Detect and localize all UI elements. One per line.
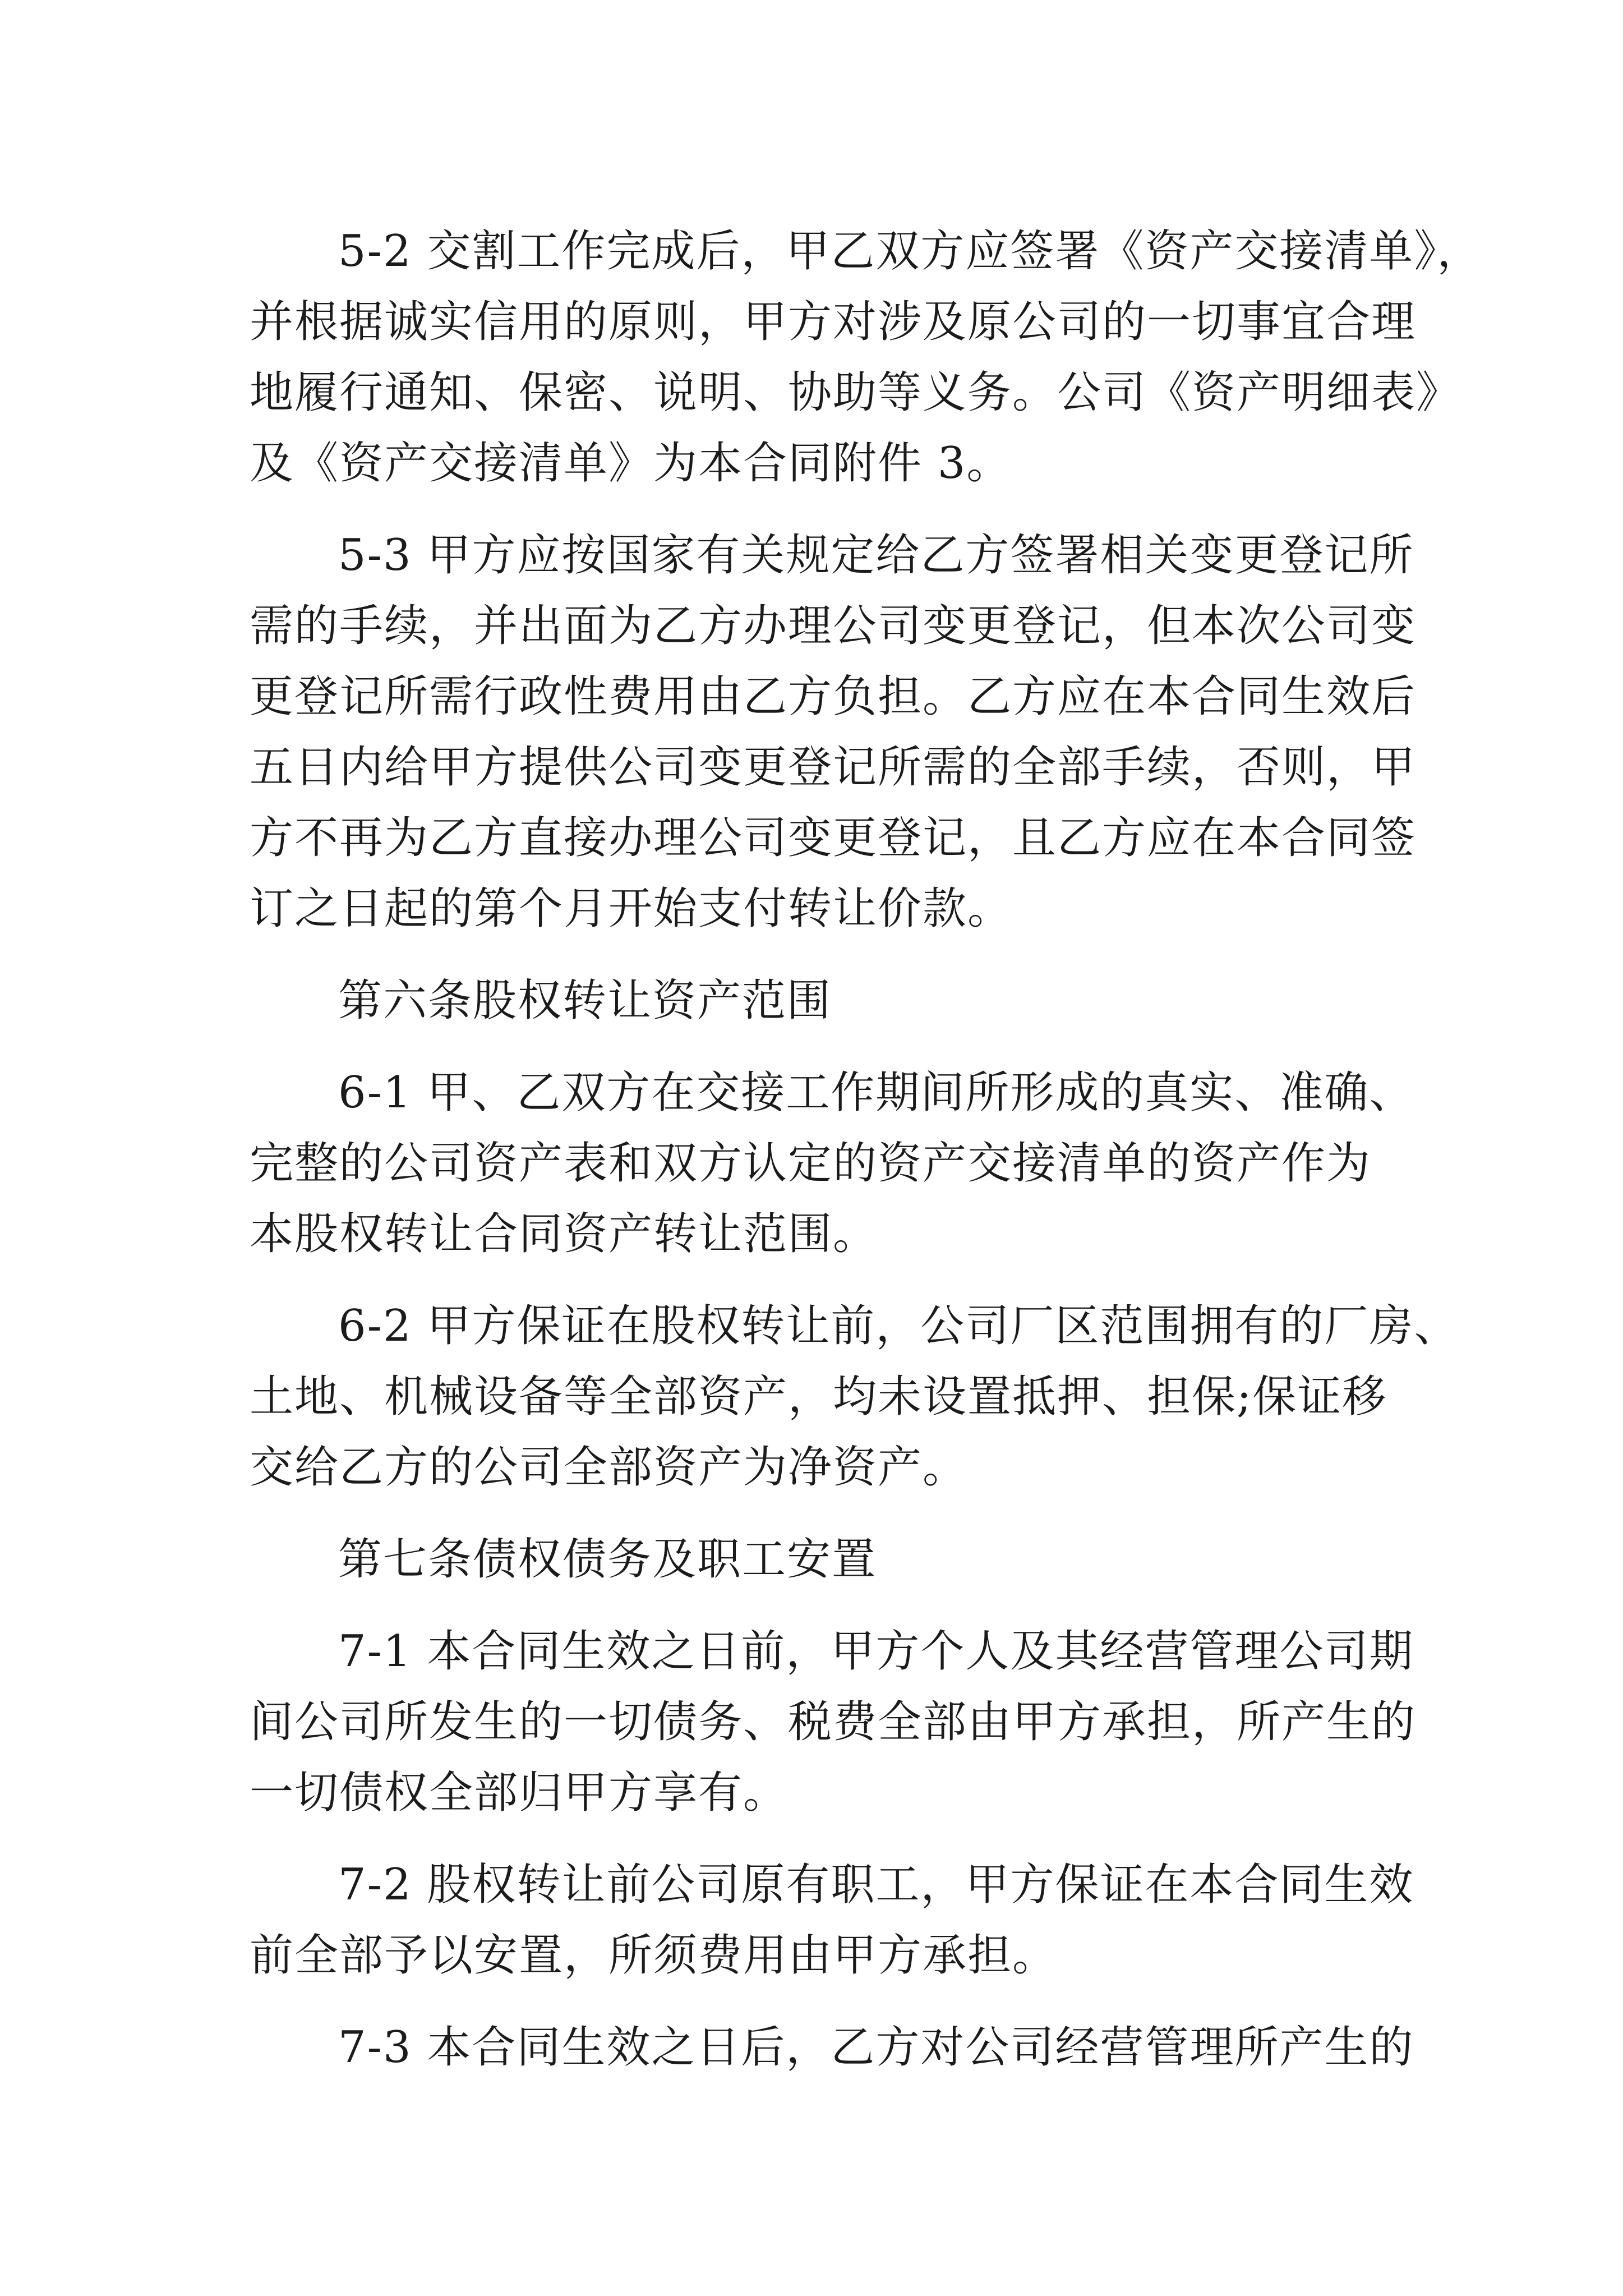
document-body (250, 216, 1482, 2083)
text-line: 更登记所需行政性费用由乙方负担。乙方应在本合同生效后 (250, 671, 1417, 722)
text-line: 方不再为乙方直接办理公司变更登记，且乙方应在本合同签 (250, 813, 1417, 863)
text-line: 7-2 股权转让前公司原有职工，甲方保证在本合同生效 (338, 1860, 1414, 1910)
section-heading: 第六条股权转让资产范围 (338, 976, 832, 1026)
text-line: 地履行通知、保密、说明、协助等义务。公司《资产明细表》 (250, 367, 1461, 418)
clause-5-2 (250, 216, 1482, 499)
text-line: 前全部予以安置，所须费用由甲方承担。 (250, 1930, 1058, 1981)
clause-7-2 (250, 1849, 1414, 1991)
text-line: 6-2 甲方保证在股权转让前，公司厂区范围拥有的厂房、 (338, 1301, 1459, 1351)
text-line: 及《资产交接清单》为本合同附件 3。 (250, 438, 1012, 489)
section-heading: 第七条债权债务及职工安置 (338, 1534, 877, 1585)
clause-7-3 (250, 2012, 1414, 2083)
clause-6-2 (250, 1291, 1459, 1503)
text-line: 7-3 本合同生效之日后，乙方对公司经营管理所产生的 (338, 2022, 1414, 2073)
text-line: 一切债权全部归甲方享有。 (250, 1768, 789, 1818)
clause-5-3 (250, 520, 1417, 944)
text-line: 五日内给甲方提供公司变更登记所需的全部手续，否则，甲 (250, 742, 1417, 793)
clause-7-1 (250, 1616, 1417, 1828)
text-line: 并根据诚实信用的原则，甲方对涉及原公司的一切事宜合理 (250, 297, 1417, 347)
text-line: 土地、机械设备等全部资产，均未设置抵押、担保;保证移 (250, 1372, 1387, 1422)
text-line: 本股权转让合同资产转让范围。 (250, 1209, 878, 1259)
article-7-heading (250, 1524, 1399, 1595)
clause-6-1 (250, 1057, 1414, 1269)
text-line: 5-3 甲方应按国家有关规定给乙方签署相关变更登记所 (338, 530, 1414, 581)
text-line: 完整的公司资产表和双方认定的资产交接清单的资产作为 (250, 1138, 1372, 1189)
text-line: 6-1 甲、乙双方在交接工作期间所形成的真实、准确、 (338, 1068, 1414, 1118)
text-line: 需的手续，并出面为乙方办理公司变更登记，但本次公司变 (250, 601, 1417, 651)
text-line: 5-2 交割工作完成后，甲乙双方应签署《资产交接清单》， (338, 226, 1482, 277)
text-line: 订之日起的第个月开始支付转让价款。 (250, 884, 1013, 934)
article-6-heading (250, 965, 1399, 1036)
text-line: 交给乙方的公司全部资产为净资产。 (250, 1442, 968, 1493)
text-line: 间公司所发生的一切债务、税费全部由甲方承担，所产生的 (250, 1697, 1417, 1747)
text-line: 7-1 本合同生效之日前，甲方个人及其经营管理公司期 (338, 1626, 1414, 1677)
